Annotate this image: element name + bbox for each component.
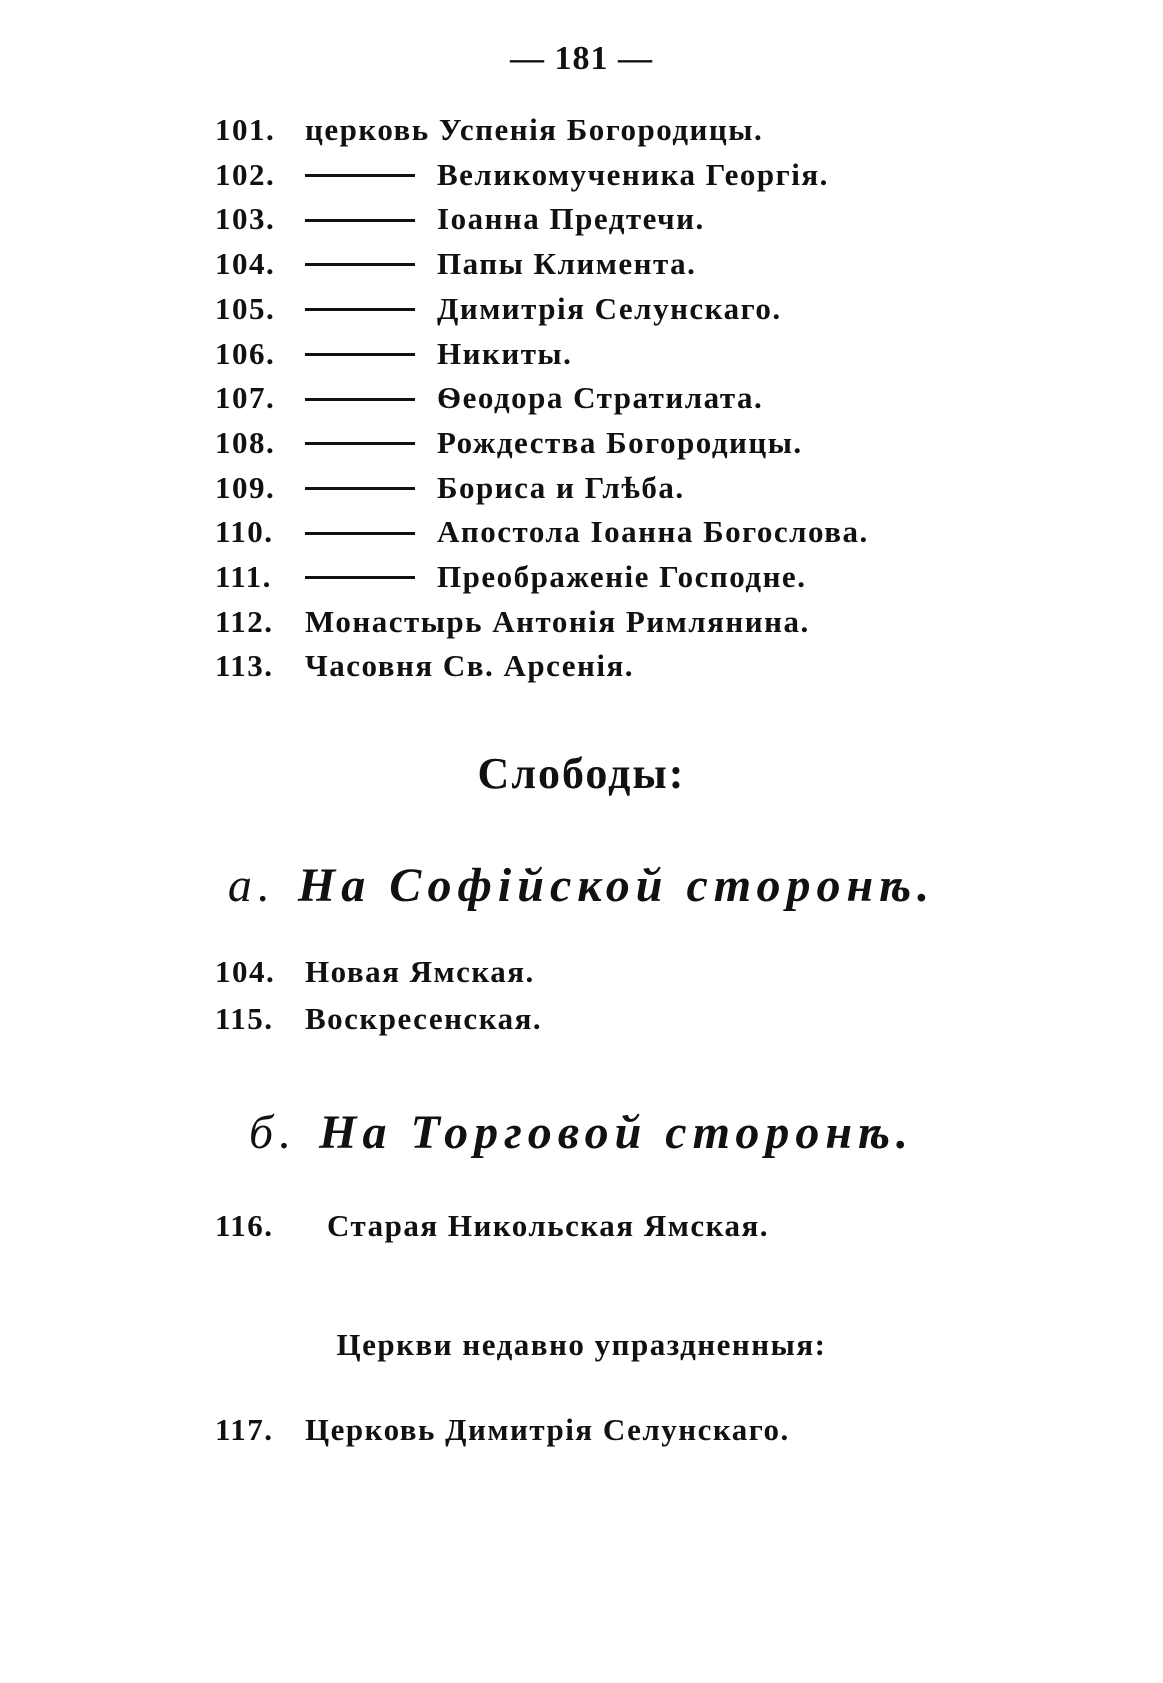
sofia-side-title: На Софійской сторонѣ. [297,859,936,912]
slobody-heading: Слободы: [477,749,686,798]
item-number: 112. [215,603,274,639]
item-number: 111. [215,559,272,594]
sofia-side-letter: а. [227,859,276,912]
item-number: 108. [215,424,276,460]
item-label: Никиты. [437,335,573,371]
item-label: Апостола Іоанна Богослова. [437,514,869,550]
item-number: 110. [215,514,274,550]
church-list-item [215,376,763,420]
item-label: Папы Климента. [437,246,697,282]
church-list-item [215,108,763,152]
ditto-dash [305,174,415,177]
church-list-item [215,466,685,510]
church-list-item [215,197,705,241]
church-list-item [215,600,810,644]
trade-side-heading [0,1105,1163,1160]
item-label: Бориса и Глѣба. [437,469,685,505]
ditto-dash [305,576,415,579]
item-number: 115. [215,1001,274,1036]
item-label: Преображеніе Господне. [437,559,807,594]
item-label: Рождества Богородицы. [437,424,803,460]
item-label: Церковь Димитрія Селунскаго. [305,1412,790,1447]
list-item [215,950,535,994]
item-label: Іоанна Предтечи. [437,201,705,237]
item-label: Димитрія Селунскаго. [437,290,782,326]
list-item [215,997,542,1041]
item-number: 104. [215,246,276,282]
item-number: 105. [215,290,276,326]
church-list-item [215,332,572,376]
ditto-dash [305,308,415,311]
ditto-dash [305,487,415,490]
ditto-dash [305,353,415,356]
item-label: Монастырь Антонія Римлянина. [305,603,810,639]
item-label: Часовня Св. Арсенія. [305,648,635,684]
page-number: — 181 — [510,40,653,77]
ditto-dash [305,263,415,266]
item-number: 117. [215,1412,274,1447]
item-number: 106. [215,335,276,371]
sofia-side-heading [0,858,1163,913]
church-list-item [215,644,634,688]
item-label: Старая Никольская Ямская. [327,1208,769,1243]
trade-side-letter: б. [249,1106,298,1159]
ditto-dash [305,219,415,222]
ditto-dash [305,532,415,535]
item-label: Воскресенская. [305,1001,543,1036]
list-item [215,1208,769,1244]
item-number: 107. [215,380,276,416]
church-list-item [215,242,696,286]
church-list-item [215,153,829,197]
item-number: 109. [215,469,276,505]
item-number: 104. [215,954,276,989]
church-list-item [215,421,803,465]
item-number: 116. [215,1208,274,1243]
item-number: 113. [215,648,274,684]
item-label: Новая Ямская. [305,954,535,989]
church-list-item [215,287,782,331]
trade-side-title: На Торговой сторонѣ. [319,1106,914,1159]
ditto-dash [305,442,415,445]
church-list-item [215,555,806,599]
item-number: 101. [215,112,276,147]
item-label: Великомученика Георгія. [437,156,829,192]
item-number: 103. [215,201,276,237]
ditto-dash [305,398,415,401]
item-label: церковь Успенія Богородицы. [305,112,764,147]
abolished-heading: Церкви недавно упраздненныя: [336,1327,827,1362]
list-item [215,1408,790,1452]
item-number: 102. [215,156,276,192]
church-list-item [215,510,869,554]
item-label: Ѳеодора Стратилата. [437,380,764,416]
